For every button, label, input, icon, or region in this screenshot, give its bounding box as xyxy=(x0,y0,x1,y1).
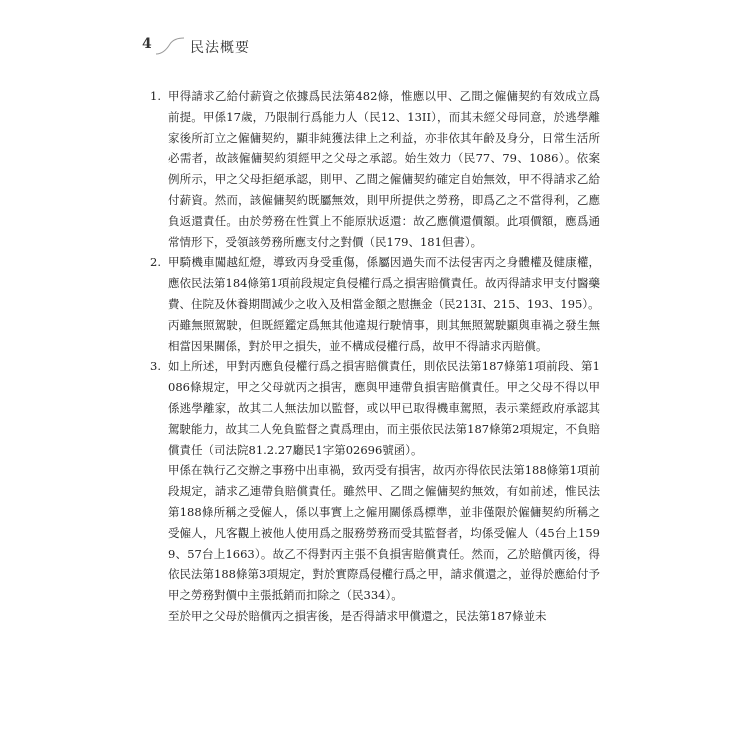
page-header xyxy=(142,32,622,60)
item-number: 1. xyxy=(150,89,161,103)
paragraph: 甲騎機車闖越紅燈，導致丙身受重傷，係屬因過失而不法侵害丙之身體權及健康權，應依民法第184條第1項前段規定負侵權行爲之損害賠償責任。故丙得請求甲支付醫藥費、住院及休養期間減少之收入及相當金額之慰撫金（民213I、215、193、195）。 xyxy=(168,255,600,311)
paragraph: 如上所述，甲對丙應負侵權行爲之損害賠償責任，則依民法第187條第1項前段、第1086條規定，甲之父母就丙之損害，應與甲連帶負損害賠償責任。甲之父母不得以甲係逃學離家，故其二人無法加以監督，或以甲已取得機車駕照，表示業經政府承認其駕駛能力，故其二人免負監督之責爲理由，而主張依民法第187條第2項規定，不負賠償責任（司法院81.2.27廳民1字第02696號函）。 xyxy=(168,359,600,457)
item-number: 3. xyxy=(150,359,161,374)
list-item-2 xyxy=(150,252,600,356)
header-ornament-icon xyxy=(154,32,190,60)
book-title: 民法概要 xyxy=(190,40,250,56)
page-number: 4 xyxy=(142,36,152,52)
paragraph: 丙雖無照駕駛，但既經鑑定爲無其他違規行駛情事，則其無照駕駛顯與車禍之發生無相當因果關係，對於甲之損失，並不構成侵權行爲，故甲不得請求丙賠償。 xyxy=(168,317,600,353)
list-item-1 xyxy=(150,86,600,252)
list-item-3 xyxy=(150,356,600,626)
paragraph: 甲得請求乙給付薪資之依據爲民法第482條，惟應以甲、乙間之僱傭契約有效成立爲前提。甲係17歲，乃限制行爲能力人（民12、13II），而其未經父母同意，於逃學離家後所訂立之僱傭契約，顯非純獲法律上之利益，亦非依其年齡及身分，日常生活所必需者，故該僱傭契約須經甲之父母之承認。始生效力（民77、79、1086）。依案例所示，甲之父母拒絕承認，則甲、乙間之僱傭契約確定自始無效，甲不得請求乙給付薪資。然而，該僱傭契約既屬無效，則甲所提供之勞務，即爲乙之不當得利，乙應負返還責任。由於勞務在性質上不能原狀返還：故乙應償還價額。此項價額，應爲通常情形下，受領該勞務所應支付之對價（民179、181但書）。 xyxy=(168,89,600,249)
item-number: 2. xyxy=(150,255,161,270)
paragraph: 甲係在執行乙交辦之事務中出車禍，致丙受有損害，故丙亦得依民法第188條第1項前段規定，請求乙連帶負賠償責任。雖然甲、乙間之僱傭契約無效，有如前述，惟民法第188條所稱之受僱人，係以事實上之僱用關係爲標準，並非僅限於僱傭契約所稱之受僱人，凡客觀上被他人使用爲之服務勞務而受其監督者，均係受僱人（45台上1599、57台上1663）。故乙不得對丙主張不負損害賠償責任。然而，乙於賠償丙後，得依民法第188條第3項規定，對於實際爲侵權行爲之甲，請求償還之，並得於應給付予甲之勞務對價中主張抵銷而扣除之（民334）。 xyxy=(168,463,600,603)
paragraph: 至於甲之父母於賠償丙之損害後，是否得請求甲償還之，民法第187條並未 xyxy=(168,608,547,623)
document-body xyxy=(150,86,600,627)
